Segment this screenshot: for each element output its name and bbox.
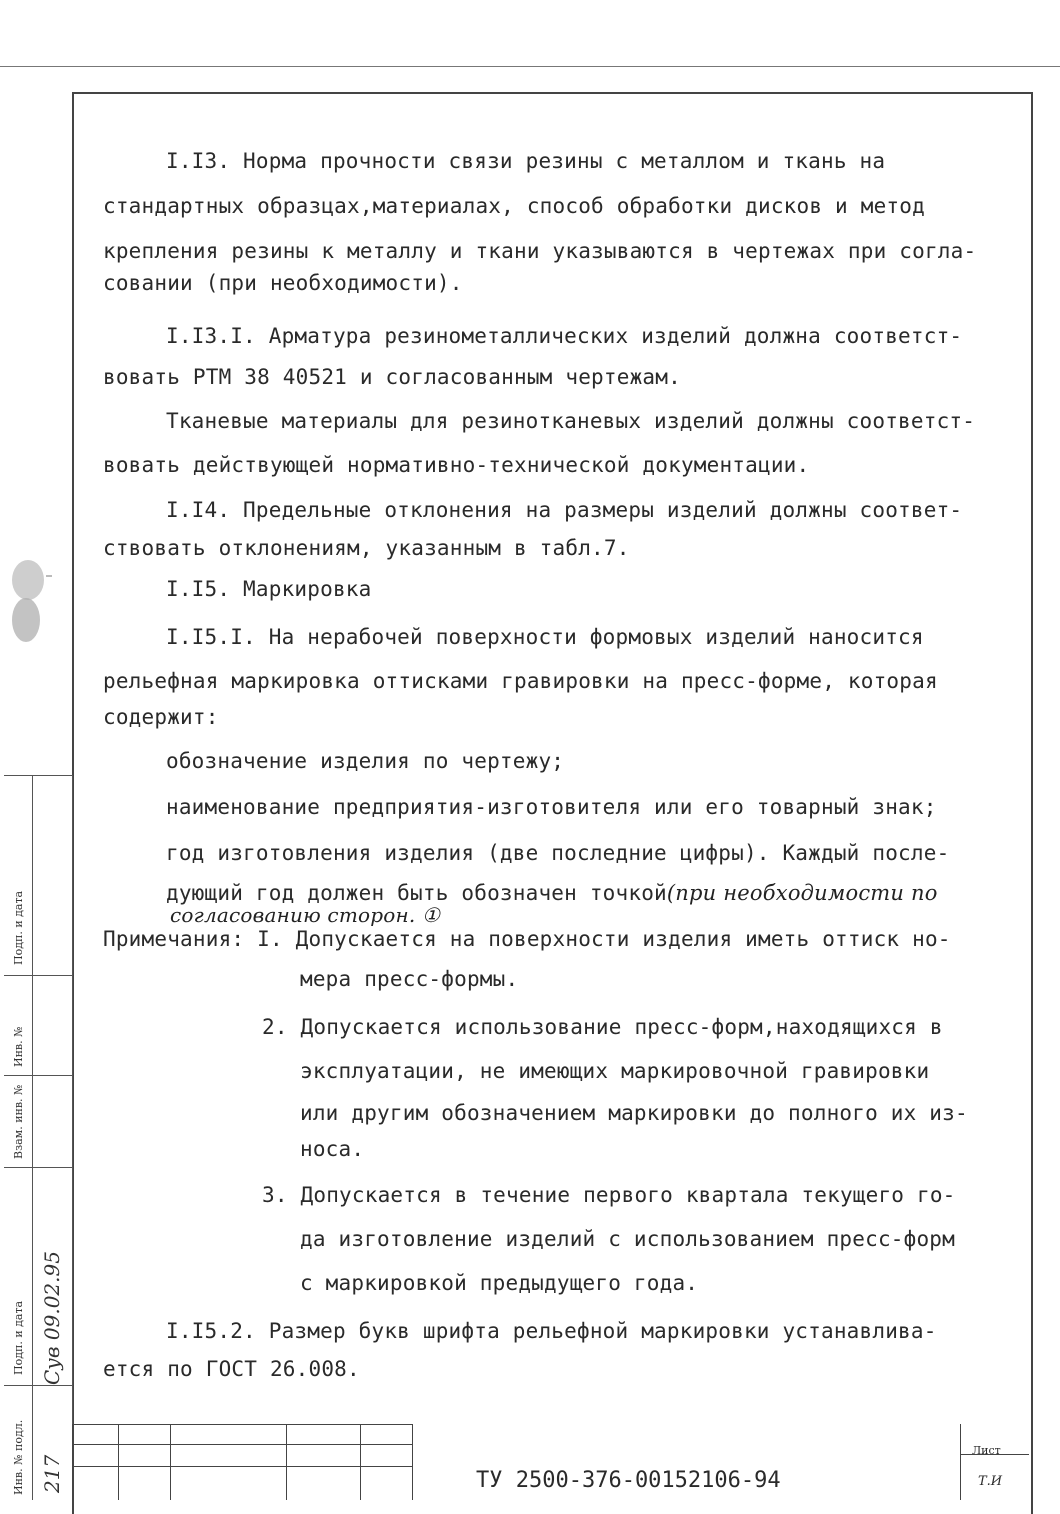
stamp-label: Подп. и дата xyxy=(12,1300,25,1375)
stamp-label: Инв. № подл. xyxy=(12,1419,25,1495)
side-stamp xyxy=(4,775,72,1500)
handwritten-note: (при необходимости по xyxy=(666,881,938,905)
note-line: носа. xyxy=(300,1137,365,1161)
stamp-label: Инв. № xyxy=(12,1026,25,1067)
stamp-divider xyxy=(4,1167,72,1168)
stamp-divider xyxy=(4,1075,72,1076)
section-heading: I.I5. Маркировка xyxy=(166,577,372,601)
text-line: вовать РТМ 38 40521 и согласованным чертежам. xyxy=(103,365,681,389)
sheet-number: Т.И xyxy=(978,1474,1003,1489)
text-line: Тканевые материалы для резинотканевых изделий должны соответст- xyxy=(166,409,976,433)
note-line: эксплуатации, не имеющих маркировочной гравировки xyxy=(300,1059,930,1083)
stamp-divider xyxy=(4,975,72,976)
note-line: или другим обозначением маркировки до полного их из- xyxy=(300,1101,968,1125)
note-line: 2. Допускается использование пресс-форм,находящихся в xyxy=(262,1015,943,1039)
title-block-divider xyxy=(960,1424,961,1500)
title-block-divider xyxy=(170,1424,171,1500)
text-line: крепления резины к металлу и ткани указываются в чертежах при согла- xyxy=(103,239,977,263)
handwritten-number: 217 xyxy=(40,1454,64,1493)
handwritten-note: согласованию сторон. ① xyxy=(170,903,441,927)
text-line: вовать действующей нормативно-технической документации. xyxy=(103,453,810,477)
text-fragment: дующий год должен быть обозначен точкой xyxy=(166,881,667,905)
text-line: содержит: xyxy=(103,705,219,729)
text-line: совании (при необходимости). xyxy=(103,271,463,295)
note-line: мера пресс-формы. xyxy=(300,967,519,991)
stamp-divider xyxy=(72,775,73,1500)
title-block-divider xyxy=(72,1444,412,1445)
text-line: I.I4. Предельные отклонения на размеры изделий должны соответ- xyxy=(166,498,963,522)
title-block-divider xyxy=(118,1424,119,1500)
list-item: год изготовления изделия (две последние цифры). Каждый после- xyxy=(166,841,950,865)
note-line: с маркировкой предыдущего года. xyxy=(300,1271,699,1295)
text-line: I.I3.I. Арматура резинометаллических изделий должна соответст- xyxy=(166,324,963,348)
ink-blot-icon xyxy=(6,550,52,650)
text-line: I.I5.2. Размер букв шрифта рельефной маркировки устанавлива- xyxy=(166,1319,937,1343)
page-top-border xyxy=(0,66,1060,67)
note-line: 3. Допускается в течение первого квартала текущего го- xyxy=(262,1183,956,1207)
title-block-divider xyxy=(360,1424,361,1500)
title-block-divider xyxy=(412,1424,413,1500)
list-item: обозначение изделия по чертежу; xyxy=(166,749,565,773)
text-line: I.I3. Норма прочности связи резины с металлом и ткань на xyxy=(166,149,886,173)
list-item: наименование предприятия-изготовителя или его товарный знак; xyxy=(166,795,937,819)
stamp-divider xyxy=(4,775,72,776)
text-line: ется по ГОСТ 26.008. xyxy=(103,1357,360,1381)
title-block-divider xyxy=(72,1466,412,1467)
note-line: да изготовление изделий с использованием пресс-форм xyxy=(300,1227,955,1251)
text-line: рельефная маркировка оттисками гравировки на пресс-форме, которая xyxy=(103,669,938,693)
text-line: I.I5.I. На нерабочей поверхности формовых изделий наносится xyxy=(166,625,924,649)
text-line: стандартных образцах,материалах, способ обработки дисков и метод xyxy=(103,194,925,218)
stamp-divider xyxy=(32,775,33,1500)
title-block-divider xyxy=(72,1424,412,1425)
note-line: Примечания: I. Допускается на поверхности изделия иметь оттиск но- xyxy=(103,927,951,951)
stamp-label: Подп. и дата xyxy=(12,890,25,965)
sheet-label: Лист xyxy=(972,1444,1001,1457)
text-line: ствовать отклонениям, указанным в табл.7. xyxy=(103,536,630,560)
document-number: ТУ 2500-376-00152106-94 xyxy=(476,1468,781,1493)
stamp-label: Взам. инв. № xyxy=(12,1084,25,1159)
title-block-divider xyxy=(286,1424,287,1500)
handwritten-signature: Сув 09.02.95 xyxy=(40,1251,64,1385)
title-block-divider xyxy=(72,1424,73,1500)
stamp-divider xyxy=(4,1385,72,1386)
